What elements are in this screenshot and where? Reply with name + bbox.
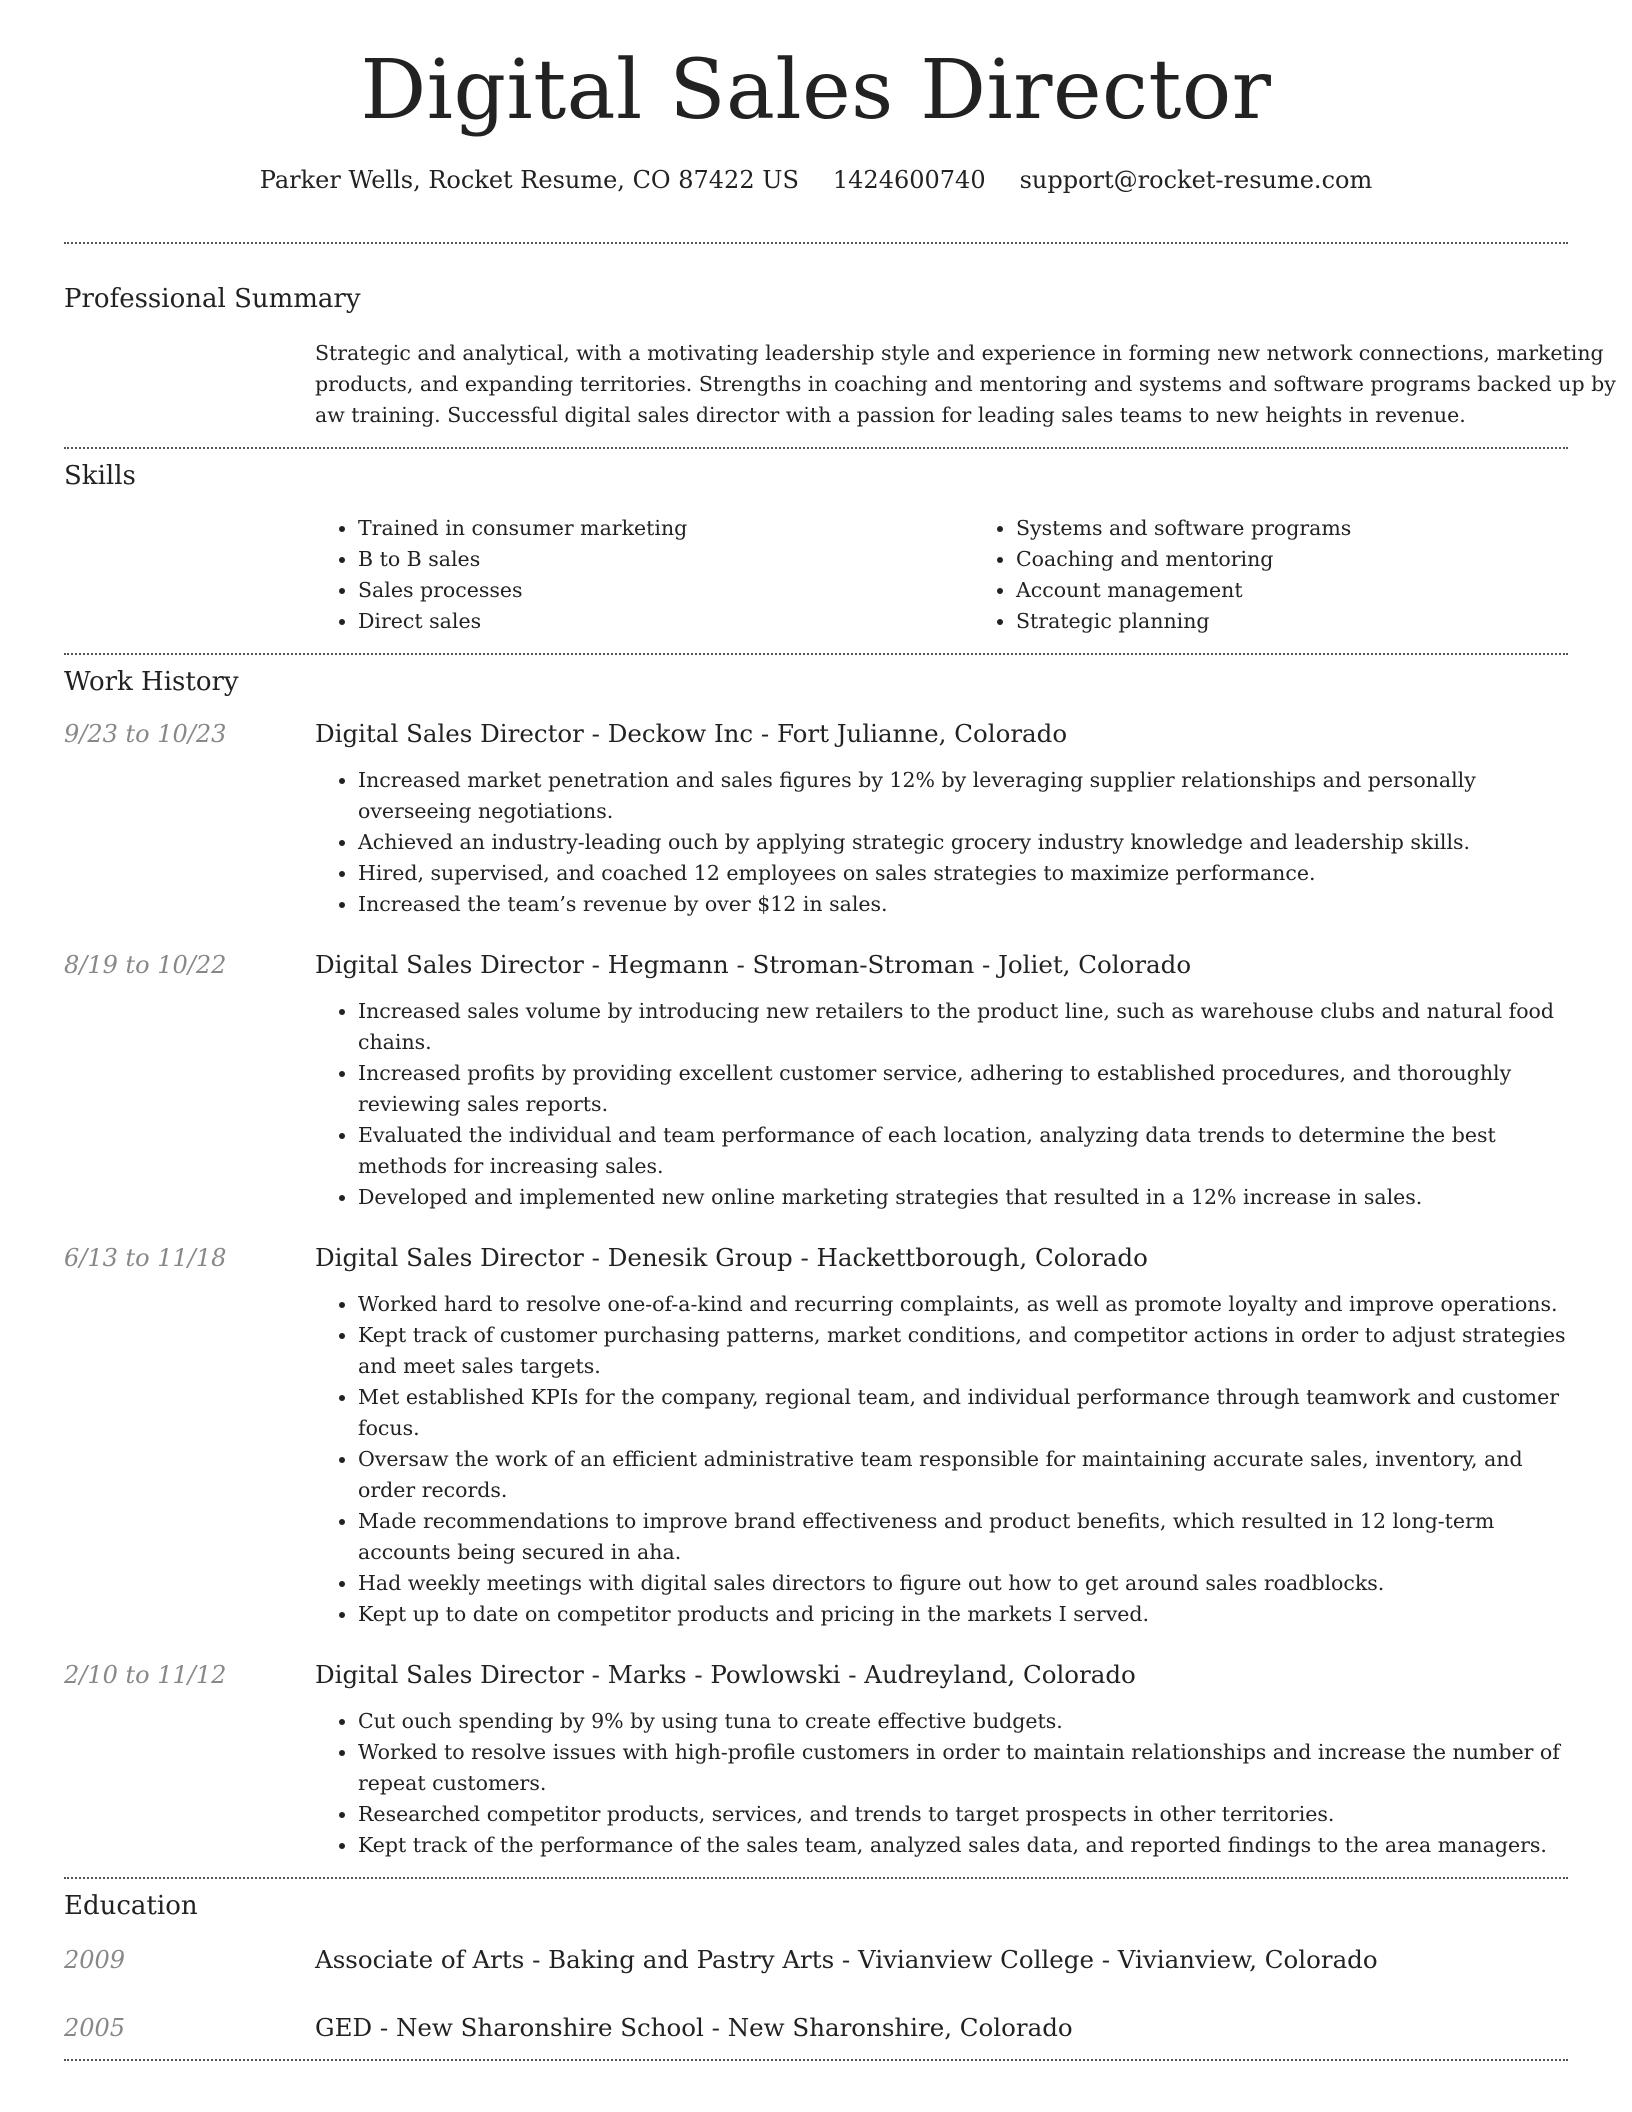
job-bullets (315, 765, 1568, 920)
contact-phone: 1424600740 (832, 166, 986, 194)
skills-title: Skills (64, 461, 136, 491)
skill-item: • Account management (1016, 575, 1631, 606)
job-bullets (315, 1289, 1568, 1630)
work-history-section (0, 655, 1632, 1861)
job-bullet: • Had weekly meetings with digital sales directors to figure out how to get around sales roadblocks. (358, 1568, 1568, 1599)
job-bullet: • Increased the team’s revenue by over $12 in sales. (358, 889, 1568, 920)
summary-text: Strategic and analytical, with a motivating leadership style and experience in forming new network connections, marketing products, and expanding territories. Strengths in coaching and mentoring and systems and software programs backed up by aw training. Successful digital sales director with a passion for leading sales teams to new heights in revenue. (315, 341, 1616, 427)
job-dates: 8/19 to 10/22 (64, 951, 227, 979)
job-title: Digital Sales Director - Hegmann - Stroman-Stroman - Joliet, Colorado (315, 950, 1192, 979)
job-bullet: • Researched competitor products, services, and trends to target prospects in other territories. (358, 1799, 1568, 1830)
job-bullet: • Kept track of the performance of the sales team, analyzed sales data, and reported findings to the area managers. (358, 1830, 1568, 1861)
job-bullet: • Cut ouch spending by 9% by using tuna to create effective budgets. (358, 1706, 1568, 1737)
skills-grid (315, 513, 1632, 637)
summary-section (0, 244, 1632, 431)
education-entry (64, 2011, 1568, 2045)
skill-item: • Strategic planning (1016, 606, 1631, 637)
job-entry (64, 1241, 1568, 1630)
job-bullet: • Kept track of customer purchasing patterns, market conditions, and competitor actions in order to adjust strategies and meet sales targets. (358, 1320, 1568, 1382)
job-dates: 9/23 to 10/23 (64, 720, 227, 748)
job-title: Digital Sales Director - Denesik Group - Hackettborough, Colorado (315, 1243, 1148, 1272)
skill-item: • Systems and software programs (1016, 513, 1631, 544)
job-bullets (315, 1706, 1568, 1861)
education-entry (64, 1943, 1568, 1977)
job-bullet: • Kept up to date on competitor products and pricing in the markets I served. (358, 1599, 1568, 1630)
work-history-title: Work History (64, 667, 239, 697)
skill-item: • Direct sales (358, 606, 973, 637)
education-year: 2009 (64, 1946, 126, 1974)
education-title: Education (64, 1891, 198, 1921)
education-section (0, 1879, 1632, 2045)
job-dates: 2/10 to 11/12 (64, 1661, 227, 1689)
job-title: Digital Sales Director - Marks - Powlowski - Audreyland, Colorado (315, 1660, 1136, 1689)
job-entry (64, 717, 1568, 920)
job-dates: 6/13 to 11/18 (64, 1244, 227, 1272)
divider (64, 2059, 1568, 2061)
job-bullet: • Evaluated the individual and team performance of each location, analyzing data trends to determine the best methods for increasing sales. (358, 1120, 1568, 1182)
job-title: Digital Sales Director - Deckow Inc - Fort Julianne, Colorado (315, 719, 1068, 748)
skills-list-left (315, 513, 973, 637)
contact-email: support@rocket-resume.com (1019, 166, 1373, 194)
job-bullet: • Increased profits by providing excellent customer service, adhering to established procedures, and thoroughly reviewing sales reports. (358, 1058, 1568, 1120)
skill-item: • Coaching and mentoring (1016, 544, 1631, 575)
resume-header (0, 0, 1632, 194)
resume-name: Digital Sales Director (360, 43, 1272, 138)
job-bullet: • Increased market penetration and sales figures by 12% by leveraging supplier relationships and personally overseeing negotiations. (358, 765, 1568, 827)
job-bullet: • Met established KPIs for the company, regional team, and individual performance through teamwork and customer focus. (358, 1382, 1568, 1444)
skills-section (0, 449, 1632, 637)
job-bullet: • Worked to resolve issues with high-profile customers in order to maintain relationships and increase the number of repeat customers. (358, 1737, 1568, 1799)
job-bullet: • Developed and implemented new online marketing strategies that resulted in a 12% increase in sales. (358, 1182, 1568, 1213)
job-bullet: • Hired, supervised, and coached 12 employees on sales strategies to maximize performance. (358, 858, 1568, 889)
job-bullet: • Increased sales volume by introducing new retailers to the product line, such as warehouse clubs and natural food chains. (358, 996, 1568, 1058)
job-bullet: • Achieved an industry-leading ouch by applying strategic grocery industry knowledge and leadership skills. (358, 827, 1568, 858)
job-bullet: • Oversaw the work of an efficient administrative team responsible for maintaining accurate sales, inventory, and order records. (358, 1444, 1568, 1506)
contact-line (0, 166, 1632, 194)
education-degree: GED - New Sharonshire School - New Sharonshire, Colorado (315, 2013, 1073, 2042)
job-entry (64, 1658, 1568, 1861)
contact-address: Parker Wells, Rocket Resume, CO 87422 US (259, 166, 799, 194)
summary-title: Professional Summary (64, 284, 361, 314)
job-bullet: • Worked hard to resolve one-of-a-kind and recurring complaints, as well as promote loyalty and improve operations. (358, 1289, 1568, 1320)
job-bullet: • Made recommendations to improve brand effectiveness and product benefits, which resulted in 12 long-term accounts being secured in aha. (358, 1506, 1568, 1568)
skill-item: • B to B sales (358, 544, 973, 575)
skill-item: • Sales processes (358, 575, 973, 606)
skill-item: • Trained in consumer marketing (358, 513, 973, 544)
job-entry (64, 948, 1568, 1213)
skills-list-right (973, 513, 1631, 637)
education-degree: Associate of Arts - Baking and Pastry Arts - Vivianview College - Vivianview, Colorado (315, 1945, 1378, 1974)
job-bullets (315, 996, 1568, 1213)
education-year: 2005 (64, 2014, 126, 2042)
